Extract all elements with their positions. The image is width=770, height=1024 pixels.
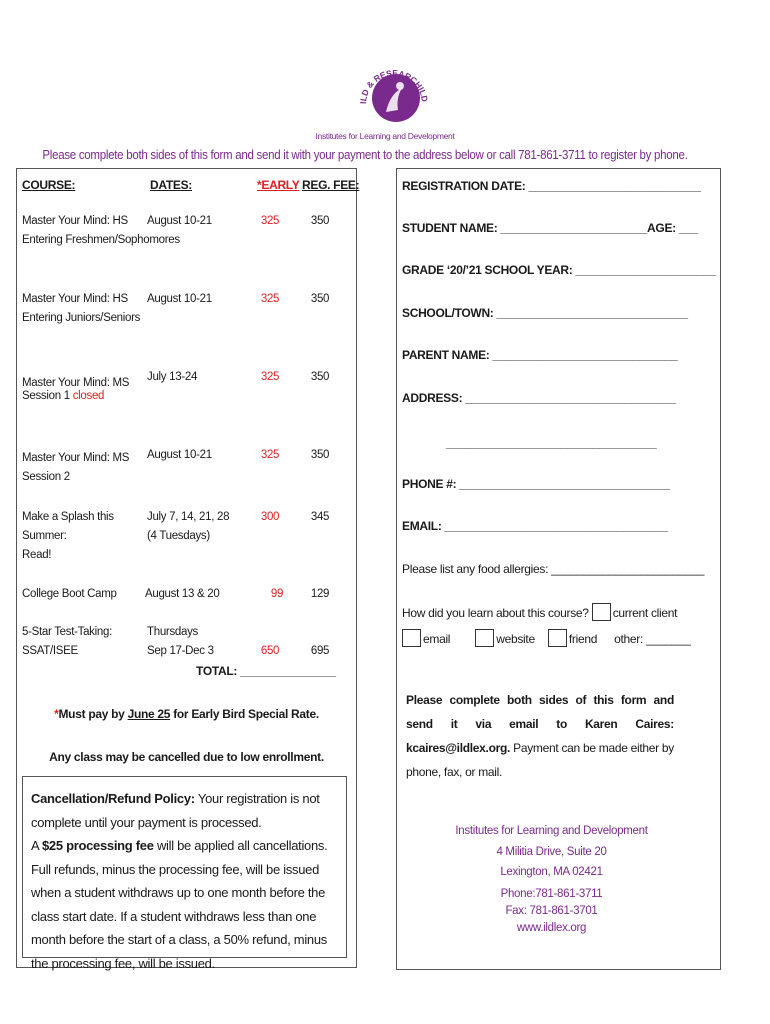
registration-date-field[interactable]: REGISTRATION DATE: ___________________________ (402, 179, 701, 193)
friend-checkbox[interactable] (548, 629, 567, 647)
early-bird-note: *Must pay by June 25 for Early Bird Special Rate. (54, 707, 319, 721)
parent-name-field[interactable]: PARENT NAME: _____________________________ (402, 348, 678, 362)
instructions-text: Please complete both sides of this form and send it with your payment to the address below or call 781-861-3711 to register by phone. (42, 148, 688, 162)
address-web[interactable]: www.ildlex.org (516, 921, 587, 934)
website-checkbox[interactable] (475, 629, 494, 647)
reg-fee: 345 (310, 511, 330, 523)
allergies-field[interactable]: Please list any food allergies: ________________________ (402, 562, 705, 576)
course-dates: August 10-21 (147, 449, 212, 461)
course-dates: Thursdays Sep 17-Dec 3 (147, 626, 214, 657)
closed-label: closed (72, 390, 105, 402)
course-name: Master Your Mind: MS Session 1 closed (22, 377, 130, 402)
address-org: Institutes for Learning and Development (455, 825, 648, 837)
ild-logo (352, 54, 436, 138)
student-name-field[interactable]: STUDENT NAME: _______________________AGE: ___ (402, 221, 699, 235)
course-dates: August 13 & 20 (145, 588, 220, 600)
reg-fee: 350 (310, 293, 330, 305)
reg-fee: 129 (310, 588, 330, 600)
course-dates: July 13-24 (147, 371, 198, 383)
course-dates: August 10-21 (147, 293, 212, 305)
reg-fee: 350 (310, 449, 330, 461)
early-fee: 325 (260, 449, 280, 461)
header-course: COURSE: (22, 178, 76, 192)
org-caption: Institutes for Learning and Development (315, 131, 455, 141)
header-dates: DATES: (150, 178, 192, 192)
address-fax: Fax: 781-861-3701 (505, 904, 598, 917)
reg-fee: 695 (310, 645, 330, 657)
course-name: Master Your Mind: HS Entering Freshmen/Sophomores (22, 215, 180, 246)
email-checkbox[interactable] (402, 629, 421, 647)
course-name: College Boot Camp (22, 588, 117, 600)
learn-about-row: How did you learn about this course? current client (402, 603, 677, 621)
current-client-checkbox[interactable] (592, 603, 611, 621)
logo-text: ILD & RESEARCHILD (357, 67, 430, 105)
address-field[interactable]: ADDRESS: _________________________________ (402, 391, 676, 405)
email-field[interactable]: EMAIL: ___________________________________ (402, 519, 668, 533)
address-phone: Phone:781-861-3711 (500, 887, 603, 900)
course-name: Master Your Mind: MS Session 2 (22, 452, 130, 483)
mailing-address (396, 821, 707, 937)
address-line2-field[interactable]: _________________________________ (446, 436, 657, 450)
early-fee: 300 (260, 511, 280, 523)
reg-fee: 350 (310, 371, 330, 383)
grade-field[interactable]: GRADE ‘20/’21 SCHOOL YEAR: ______________________ (402, 263, 716, 277)
course-name: Master Your Mind: HS Entering Juniors/Seniors (22, 293, 141, 324)
refund-policy: Cancellation/Refund Policy: Your registration is not complete until your payment is processed. A $25 processing fee will be applied all cancellations. Full refunds, minus the processing fee, will be issued when a student withdraws up to one month before the class start date. If a student withdraws less than one month before the start of a class, a 50% refund, minus the processing fee, will be issued. (22, 776, 347, 958)
policy-title: Cancellation/Refund Policy: (31, 791, 195, 806)
course-dates: August 10-21 (147, 215, 212, 227)
course-name: 5-Star Test-Taking: SSAT/ISEE (22, 626, 112, 657)
other-field[interactable]: other: _______ (614, 632, 691, 646)
learn-options-row: email website friend other: _______ (402, 629, 691, 647)
early-fee: 325 (260, 293, 280, 305)
course-name: Make a Splash this Summer: Read! (22, 511, 114, 561)
header-early: *EARLY (257, 178, 300, 192)
header-reg-fee: REG. FEE: (302, 178, 360, 192)
low-enrollment-note: Any class may be cancelled due to low enrollment. (49, 750, 324, 764)
early-fee: 650 (260, 645, 280, 657)
early-fee: 99 (270, 588, 284, 600)
submit-instructions: Please complete both sides of this form and send it via email to Karen Caires: kcaires@ildlex.org. Payment can be made either by phone, fax, or mail. (406, 693, 674, 779)
course-dates: July 7, 14, 21, 28 (4 Tuesdays) (147, 511, 230, 542)
early-fee: 325 (260, 371, 280, 383)
address-street: 4 Militia Drive, Suite 20 (496, 845, 607, 858)
address-city: Lexington, MA 02421 (500, 866, 603, 878)
school-town-field[interactable]: SCHOOL/TOWN: ______________________________ (402, 306, 688, 320)
reg-fee: 350 (310, 215, 330, 227)
early-fee: 325 (260, 215, 280, 227)
total-field[interactable]: TOTAL: _______________ (196, 664, 336, 678)
phone-field[interactable]: PHONE #: _________________________________ (402, 477, 670, 491)
